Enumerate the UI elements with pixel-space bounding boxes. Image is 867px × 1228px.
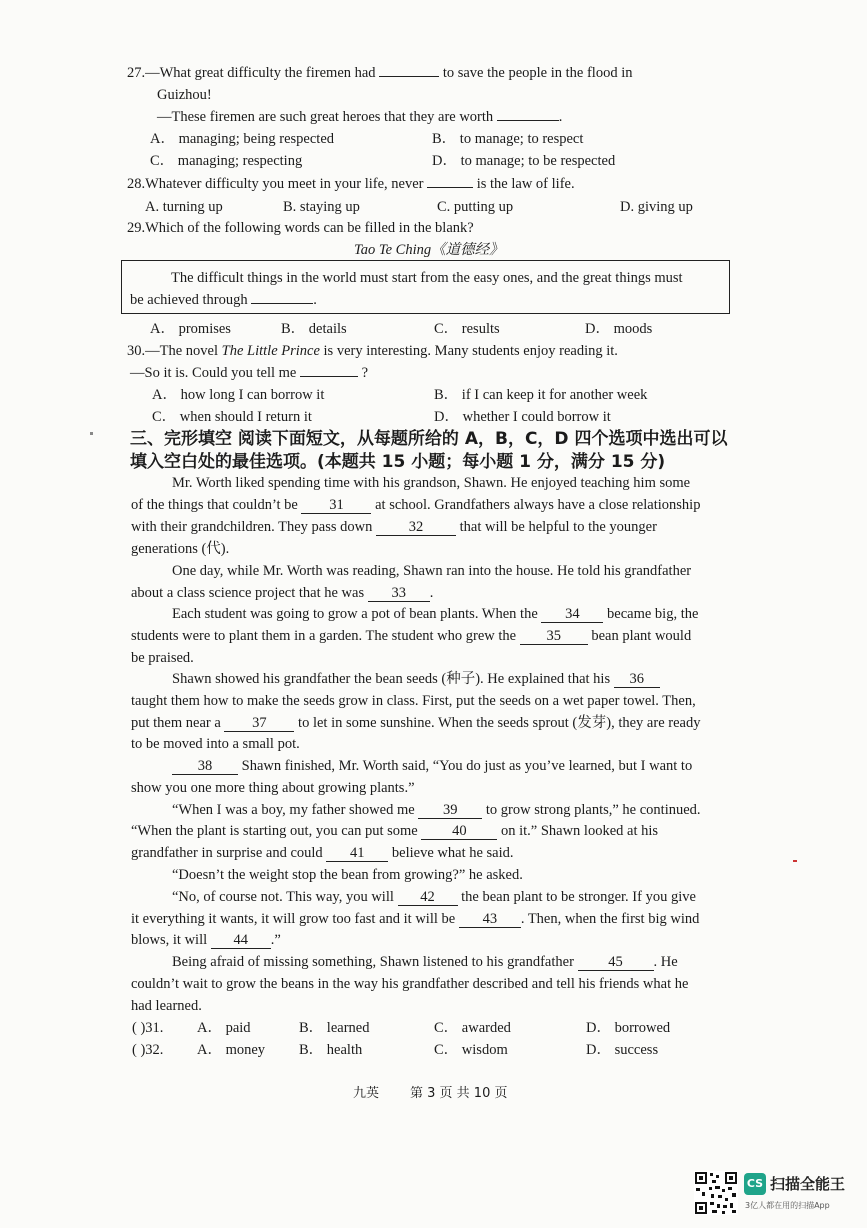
passage-p2-line1: One day, while Mr. Worth was reading, Shawn ran into the house. He told his grandfather — [172, 563, 692, 579]
blank-39[interactable]: 39 — [418, 802, 482, 819]
q32-option-b: B． health — [299, 1042, 363, 1058]
passage-p1-line2: of the things that couldn’t be 31 at school. Grandfathers always have a close relationship — [131, 497, 701, 513]
scan-speck — [793, 860, 797, 862]
q32-option-d: D． success — [586, 1042, 659, 1058]
passage-p3-line3: be praised. — [131, 650, 194, 666]
q31-option-a: A． paid — [197, 1020, 251, 1036]
q28-stem: 28.Whatever difficulty you meet in your life, never is the law of life. — [127, 176, 575, 192]
qr-code-icon — [694, 1171, 738, 1215]
passage-p6-line1: “When I was a boy, my father showed me 39 to grow strong plants,” he continued. — [172, 802, 701, 818]
q29-option-a: A． promises — [150, 321, 231, 337]
q27-option-a: A． managing; being respected — [150, 131, 335, 147]
q29-option-c: C． results — [434, 321, 500, 337]
passage-p1-line4: generations (代). — [131, 541, 230, 557]
passage-p4-line4: to be moved into a small pot. — [131, 736, 300, 752]
q32-option-c: C． wisdom — [434, 1042, 508, 1058]
footer-page-number: 第 3 页 共 10 页 — [410, 1086, 508, 1101]
q29-option-d: D． moods — [585, 321, 653, 337]
passage-p5-line2: show you one more thing about growing plants.” — [131, 780, 415, 796]
blank-41[interactable]: 41 — [326, 845, 388, 862]
q27-reply-blank[interactable] — [497, 120, 559, 121]
q31-number[interactable]: ( )31. — [132, 1020, 164, 1036]
scan-speck — [90, 432, 93, 435]
q28-option-c: C. putting up — [437, 199, 514, 215]
q30-option-b: B． if I can keep it for another week — [434, 387, 648, 403]
q28-blank[interactable] — [427, 187, 473, 188]
q31-option-c: C． awarded — [434, 1020, 511, 1036]
q29-stem: 29.Which of the following words can be filled in the blank? — [127, 220, 474, 236]
q30-reply: —So it is. Could you tell me ? — [130, 365, 369, 381]
passage-p8-line1: “No, of course not. This way, you will 42 the bean plant to be stronger. If you give — [172, 889, 696, 905]
blank-40[interactable]: 40 — [421, 823, 497, 840]
passage-p3-line1: Each student was going to grow a pot of bean plants. When the 34 became big, the — [172, 606, 699, 622]
blank-36[interactable]: 36 — [614, 671, 660, 688]
q29-blank[interactable] — [251, 303, 313, 304]
q31-option-b: B． learned — [299, 1020, 370, 1036]
passage-p9-line1: Being afraid of missing something, Shawn listened to his grandfather 45 . He — [172, 954, 678, 970]
q30-blank[interactable] — [300, 376, 358, 377]
passage-p1-line3: with their grandchildren. They pass down 32 that will be helpful to the younger — [131, 519, 657, 535]
blank-45[interactable]: 45 — [578, 954, 654, 971]
section3-heading-line2: 填入空白处的最佳选项。(本题共 15 小题；每小题 1 分，满分 15 分) — [130, 452, 666, 472]
q28-option-d: D. giving up — [620, 199, 693, 215]
q29-quote-line2: be achieved through . — [130, 292, 317, 308]
blank-38[interactable]: 38 — [172, 758, 238, 775]
blank-34[interactable]: 34 — [541, 606, 603, 623]
q30-option-c: C． when should I return it — [152, 409, 312, 425]
blank-37[interactable]: 37 — [224, 715, 294, 732]
camscanner-tagline: 3亿人都在用的扫描App — [745, 1201, 830, 1210]
q27-stem-line2: Guizhou! — [157, 87, 212, 103]
passage-p3-line2: students were to plant them in a garden. The student who grew the 35 bean plant would — [131, 628, 692, 644]
blank-43[interactable]: 43 — [459, 911, 521, 928]
q27-option-d: D． to manage; to be respected — [432, 153, 616, 169]
q29-quote-line1: The difficult things in the world must start from the easy ones, and the great things must — [171, 270, 683, 286]
q28-option-a: A. turning up — [145, 199, 223, 215]
passage-p9-line2: couldn’t wait to grow the beans in the way his grandfather described and tell his friends what he — [131, 976, 689, 992]
blank-32[interactable]: 32 — [376, 519, 456, 536]
passage-p7-line1: “Doesn’t the weight stop the bean from growing?” he asked. — [172, 867, 523, 883]
blank-44[interactable]: 44 — [211, 932, 271, 949]
passage-p4-line1: Shawn showed his grandfather the bean seeds (种子). He explained that his 36 — [172, 669, 660, 689]
passage-p8-line2: it everything it wants, it will grow too fast and it will be 43 . Then, when the first big wind — [131, 911, 700, 927]
passage-p4-line2: taught them how to make the seeds grow in class. First, put the seeds on a wet paper towel. Then, — [131, 693, 696, 709]
passage-p6-line3: grandfather in surprise and could 41 believe what he said. — [131, 845, 514, 861]
q32-number[interactable]: ( )32. — [132, 1042, 164, 1058]
q32-option-a: A． money — [197, 1042, 266, 1058]
q29-title: Tao Te Ching《道德经》 — [354, 242, 504, 258]
footer-subject: 九英 — [353, 1086, 380, 1101]
q28-option-b: B. staying up — [283, 199, 360, 215]
q31-option-d: D． borrowed — [586, 1020, 671, 1036]
camscanner-name: 扫描全能王 — [770, 1175, 846, 1193]
blank-35[interactable]: 35 — [520, 628, 588, 645]
passage-p4-line3: put them near a 37 to let in some sunshine. When the seeds sprout (发芽), they are ready — [131, 715, 701, 731]
q29-quote-box — [121, 260, 730, 314]
q27-option-c: C． managing; respecting — [150, 153, 303, 169]
passage-p6-line2: “When the plant is starting out, you can put some 40 on it.” Shawn looked at his — [131, 823, 659, 839]
passage-p2-line2: about a class science project that he was 33 . — [131, 585, 434, 601]
q27-option-b: B． to manage; to respect — [432, 131, 584, 147]
blank-31[interactable]: 31 — [301, 497, 371, 514]
passage-p8-line3: blows, it will 44 .” — [131, 932, 281, 948]
q29-option-b: B． details — [281, 321, 347, 337]
q27-stem: 27.—What great difficulty the firemen had to save the people in the flood in — [127, 65, 633, 81]
q27-blank[interactable] — [379, 76, 439, 77]
q30-stem: 30.—The novel The Little Prince is very interesting. Many students enjoy reading it. — [127, 343, 618, 359]
q27-reply: —These firemen are such great heroes that they are worth . — [157, 109, 563, 125]
passage-p5-line1: 38 Shawn finished, Mr. Worth said, “You do just as you’ve learned, but I want to — [172, 756, 692, 776]
passage-p9-line3: had learned. — [131, 998, 202, 1014]
q30-option-d: D． whether I could borrow it — [434, 409, 611, 425]
blank-33[interactable]: 33 — [368, 585, 430, 602]
passage-p1-line1: Mr. Worth liked spending time with his grandson, Shawn. He enjoyed teaching him some — [172, 475, 691, 491]
blank-42[interactable]: 42 — [398, 889, 458, 906]
q30-option-a: A． how long I can borrow it — [152, 387, 325, 403]
camscanner-logo-icon: CS — [744, 1173, 766, 1195]
section3-heading-line1: 三、完形填空 阅读下面短文，从每题所给的 A，B，C，D 四个选项中选出可以 — [130, 429, 728, 449]
